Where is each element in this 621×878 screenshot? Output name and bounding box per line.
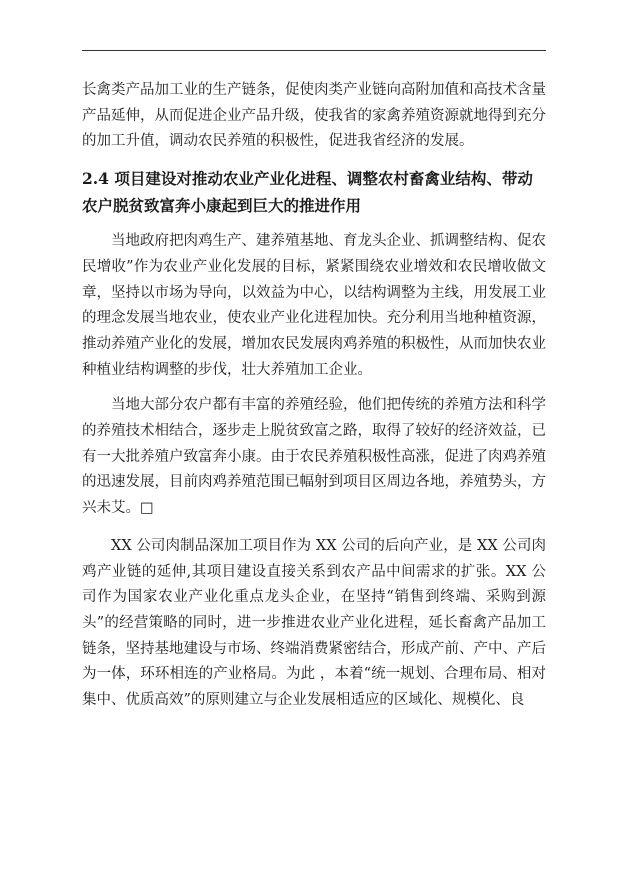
header-rule	[82, 50, 546, 51]
body-paragraph-1: 长禽类产品加工业的生产链条，促使肉类产业链向高附加值和高技术含量产品延伸，从而促进企业产品升级，使我省的家禽养殖资源就地得到充分的加工升值，调动农民养殖的积极性，促进我省经济的发展。	[82, 82, 546, 150]
body-paragraph-2: 当地政府把肉鸡生产、建养殖基地、育龙头企业、抓调整结构、促农民增收”作为农业产业化发展的目标，紧紧围绕农业增效和农民增收做文章，坚持以市场为导向，以效益为中心，以结构调整为主线，用发展工业的理念发展当地农业，使农业产业化进程加快。充分利用当地种植资源，推动养殖产业化的发展，增加农民发展肉鸡养殖的积极性，从而加快农业种植业结构调整的步伐，壮大养殖加工企业。	[82, 233, 546, 378]
body-paragraph-3: 当地大部分农户都有丰富的养殖经验，他们把传统的养殖方法和科学的养殖技术相结合，逐步走上脱贫致富之路，取得了较好的经济效益，已有一大批养殖户致富奔小康。由于农民养殖积极性高涨，促进了肉鸡养殖的迅速发展，目前肉鸡养殖范围已幅射到项目区周边各地，养殖势头，方兴未艾。□	[82, 397, 546, 517]
section-heading-2-4: 2.4 项目建设对推动农业产业化进程、调整农村畜禽业结构、带动农户脱贫致富奔小康起到巨大的推进作用	[82, 169, 533, 216]
document-body	[82, 78, 546, 714]
body-paragraph-4: XX 公司肉制品深加工项目作为 XX 公司的后向产业，是 XX 公司肉鸡产业链的延伸,其项目建设直接关系到农产品中间需求的扩张。XX 公司作为国家农业产业化重点龙头企业，在坚持“销售到终端、采购到源头”的经营策略的同时，进一步推进农业产业化进程，延长畜禽产品加工链条，坚持基地建设与市场、终端消费紧密结合，形成产前、产中、产后为一体，环环相连的产业格局。为此 ，本着“统一规划、合理布局、相对集中、优质高效”的原则建立与企业发展相适应的区域化、规模化、良	[82, 537, 546, 709]
